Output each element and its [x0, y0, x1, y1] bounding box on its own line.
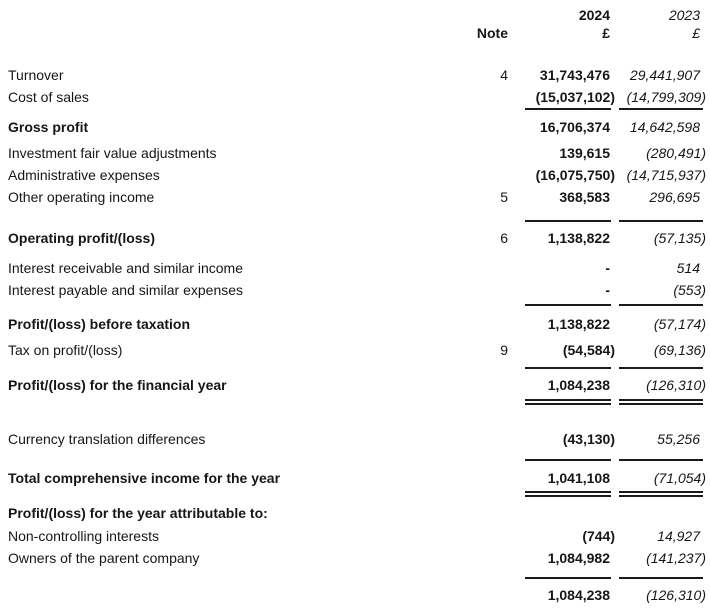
double-rule	[8, 399, 710, 405]
table-row-other-operating-income	[8, 186, 710, 208]
table-row-interest-payable	[8, 279, 710, 301]
rule-2023	[619, 220, 703, 222]
double-rule	[8, 491, 710, 497]
header-year-2024: 2024	[578, 7, 610, 23]
value-2024: 1,138,822	[547, 230, 610, 246]
column-rule	[8, 459, 710, 461]
value-2023: (553)	[673, 282, 706, 298]
column-rule	[8, 108, 710, 110]
value-2024: 1,138,822	[547, 316, 610, 332]
table-row-interest-receivable	[8, 257, 710, 279]
value-2023: 14,642,598	[629, 119, 700, 135]
row-label: Currency translation differences	[8, 431, 206, 447]
table-row-gross-profit	[8, 116, 710, 138]
header-units-row	[8, 24, 710, 42]
double-rule-2024	[525, 399, 611, 405]
table-row-attributable-heading	[8, 502, 710, 524]
value-2024: 1,041,108	[547, 470, 610, 486]
value-2024: (15,037,102)	[535, 89, 615, 105]
rule-2024	[525, 220, 611, 222]
row-label: Cost of sales	[8, 89, 89, 105]
value-2024: 1,084,238	[547, 587, 610, 603]
note-ref: 5	[500, 189, 508, 205]
value-2023: (57,174)	[653, 316, 706, 332]
table-row-cost-of-sales	[8, 86, 710, 108]
rule-2023	[619, 459, 703, 461]
row-label: Total comprehensive income for the year	[8, 470, 281, 486]
row-label: Other operating income	[8, 189, 155, 205]
table-row-operating-profit	[8, 227, 710, 249]
table-row-turnover	[8, 64, 710, 86]
row-label: Owners of the parent company	[8, 550, 200, 566]
note-ref: 4	[500, 67, 508, 83]
value-2023: 29,441,907	[629, 67, 700, 83]
value-2023: (57,135)	[653, 230, 706, 246]
header-years-row	[8, 6, 710, 24]
header-currency-2024: £	[602, 25, 610, 41]
row-label: Investment fair value adjustments	[8, 145, 217, 161]
table-row-non-controlling-interests	[8, 525, 710, 547]
value-2024: (16,075,750)	[535, 167, 615, 183]
table-row-currency-translation	[8, 428, 710, 450]
row-label: Non-controlling interests	[8, 528, 159, 544]
table-row-profit-for-year	[8, 374, 710, 396]
column-rule	[8, 304, 710, 306]
value-2024: (744)	[582, 528, 615, 544]
row-label: Administrative expenses	[8, 167, 160, 183]
section-heading: Profit/(loss) for the year attributable to:	[8, 505, 268, 521]
rule-2023	[619, 108, 703, 110]
value-2024: (54,584)	[562, 342, 615, 358]
header-year-2023: 2023	[668, 7, 700, 23]
row-label: Turnover	[8, 67, 64, 83]
row-label: Interest receivable and similar income	[8, 260, 243, 276]
column-rule	[8, 577, 710, 579]
value-2024: 1,084,982	[547, 550, 610, 566]
value-2023: 514	[676, 260, 700, 276]
column-rule	[8, 367, 710, 369]
value-2023: (126,310)	[646, 587, 706, 603]
double-rule-2023	[619, 399, 703, 405]
header-currency-2023: £	[692, 25, 700, 41]
row-label: Profit/(loss) before taxation	[8, 316, 191, 332]
value-2024: (43,130)	[562, 431, 615, 447]
table-row-attributable-total	[8, 584, 710, 606]
rule-2024	[525, 459, 611, 461]
value-2024: 31,743,476	[539, 67, 610, 83]
value-2023: (280,491)	[646, 145, 706, 161]
double-rule-2023	[619, 491, 703, 497]
rule-2024	[525, 577, 611, 579]
table-row-owners-of-parent	[8, 547, 710, 569]
row-label: Gross profit	[8, 119, 89, 135]
row-label: Operating profit/(loss)	[8, 230, 155, 246]
value-2023: (71,054)	[653, 470, 706, 486]
value-2023: (14,715,937)	[626, 167, 706, 183]
value-2023: (14,799,309)	[626, 89, 706, 105]
note-ref: 9	[500, 342, 508, 358]
value-2023: 55,256	[657, 431, 700, 447]
table-row-administrative-expenses	[8, 164, 710, 186]
row-label: Tax on profit/(loss)	[8, 342, 123, 358]
value-2024: -	[605, 282, 610, 298]
value-2024: 368,583	[559, 189, 610, 205]
value-2024: 139,615	[559, 145, 610, 161]
rule-2024	[525, 367, 611, 369]
spacer	[8, 42, 710, 64]
table-row-total-comprehensive-income	[8, 467, 710, 489]
note-ref: 6	[500, 230, 508, 246]
rule-2023	[619, 367, 703, 369]
value-2023: (69,136)	[653, 342, 706, 358]
value-2023: (126,310)	[646, 377, 706, 393]
row-label: Profit/(loss) for the financial year	[8, 377, 227, 393]
value-2023: (141,237)	[646, 550, 706, 566]
row-label: Interest payable and similar expenses	[8, 282, 244, 298]
table-row-profit-before-taxation	[8, 313, 710, 335]
value-2023: 296,695	[649, 189, 700, 205]
column-rule	[8, 220, 710, 222]
rule-2023	[619, 577, 703, 579]
value-2024: -	[605, 260, 610, 276]
rule-2024	[525, 108, 611, 110]
rule-2023	[619, 304, 703, 306]
value-2023: 14,927	[657, 528, 700, 544]
value-2024: 1,084,238	[547, 377, 610, 393]
table-row-investment-fair-value	[8, 142, 710, 164]
table-row-tax-on-profit	[8, 339, 710, 361]
value-2024: 16,706,374	[539, 119, 610, 135]
header-note-label: Note	[476, 25, 508, 41]
rule-2024	[525, 304, 611, 306]
double-rule-2024	[525, 491, 611, 497]
